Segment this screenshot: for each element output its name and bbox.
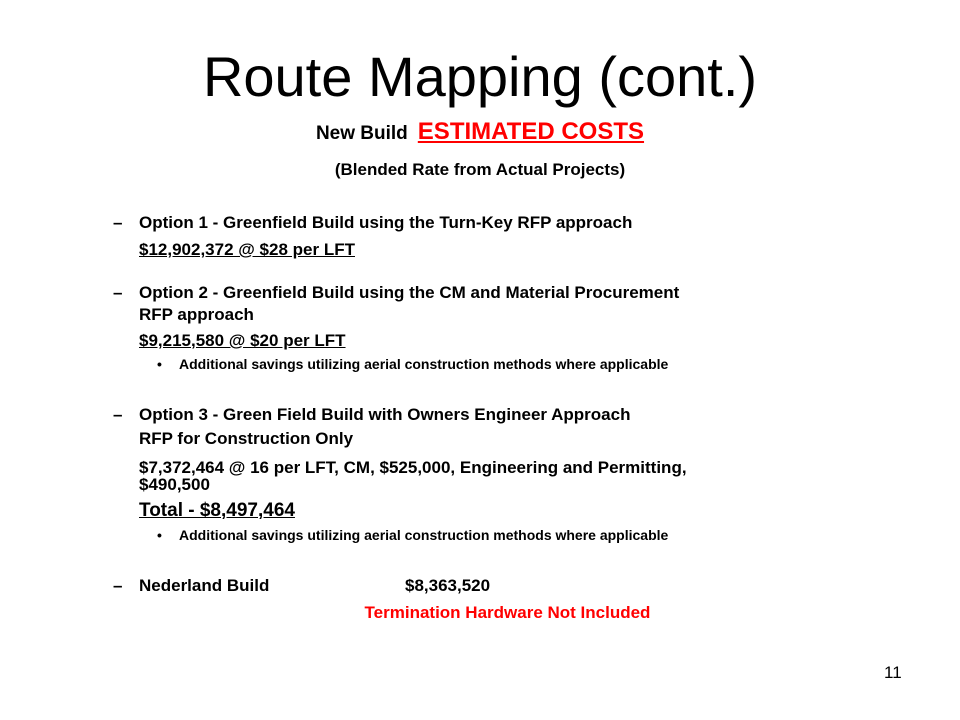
subheading bbox=[0, 118, 960, 146]
option1-line1: Option 1 - Greenfield Build using the Turn-Key RFP approach bbox=[139, 213, 633, 232]
subheading-prefix: New Build bbox=[315, 123, 408, 144]
option3-line3: $7,372,464 @ 16 per LFT, CM, $525,000, Engineering and Permitting, bbox=[139, 458, 687, 477]
nederland-note: Termination Hardware Not Included bbox=[364, 603, 651, 622]
page-number: 11 bbox=[884, 663, 902, 682]
nederland-label: Nederland Build bbox=[139, 576, 270, 595]
nederland-value: $8,363,520 bbox=[405, 576, 491, 595]
option1-cost: $12,902,372 @ $28 per LFT bbox=[139, 240, 355, 259]
option2-line2: RFP approach bbox=[139, 305, 254, 324]
option3-line4: $490,500 bbox=[139, 475, 210, 494]
bullet-marker: • bbox=[157, 356, 162, 372]
dash-marker: – bbox=[113, 283, 123, 302]
dash-marker: – bbox=[113, 213, 123, 232]
bullet-marker: • bbox=[157, 527, 162, 543]
subheading-note: (Blended Rate from Actual Projects) bbox=[334, 160, 626, 179]
option3-total: Total - $8,497,464 bbox=[139, 500, 295, 521]
subheading-highlight: ESTIMATED COSTS bbox=[417, 118, 645, 145]
option2-line1: Option 2 - Greenfield Build using the CM and Material Procurement bbox=[139, 283, 680, 302]
option3-line1: Option 3 - Green Field Build with Owners Engineer Approach bbox=[139, 405, 631, 424]
dash-marker: – bbox=[113, 576, 123, 595]
option3-note-text: Additional savings utilizing aerial construction methods where applicable bbox=[179, 527, 669, 543]
option2-cost: $9,215,580 @ $20 per LFT bbox=[139, 331, 346, 350]
option3-line2: RFP for Construction Only bbox=[139, 429, 354, 448]
slide-title: Route Mapping (cont.) bbox=[202, 45, 758, 108]
option2-note-text: Additional savings utilizing aerial construction methods where applicable bbox=[179, 356, 669, 372]
dash-marker: – bbox=[113, 405, 123, 424]
